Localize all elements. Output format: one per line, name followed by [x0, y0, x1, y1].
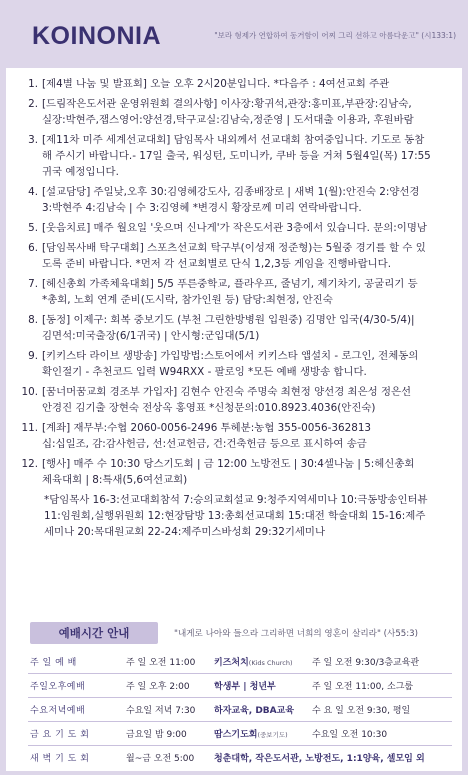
notice-line: 실장:박현주,잽스영어:양선경,탁구교실:김남숙,정준영 | 도서대출 이용과, 후원바람 — [42, 114, 414, 126]
ministry-label: 청춘대학, 작은도서관, 노방전도, 1:1양육, 셀모임 외 — [214, 754, 425, 764]
header — [0, 0, 468, 68]
notice-line: [동정] 이제구: 회복 중보기도 (부천 그린한방병원 입원중) 김명안 입국(4/30-5/4)| — [42, 313, 415, 326]
notice-line: 체육대회 | 8:특새(5,6여선교회) — [42, 474, 188, 486]
notice-item — [14, 276, 454, 308]
notice-line: [행사] 매주 수 10:30 당스기도회 | 금 12:00 노방전도 | 30:4셀나눔 | 5:헤신총회 — [42, 457, 415, 470]
schedule-row — [28, 722, 452, 746]
service-name: 수요저녁예배 — [28, 698, 124, 722]
notice-item — [14, 220, 454, 236]
schedule-row — [28, 674, 452, 698]
notice-list — [14, 76, 454, 544]
ministry-time: 주 일 오전 9:30/3층교육관 — [310, 650, 452, 674]
service-time: 주 일 오전 11:00 — [124, 650, 212, 674]
notice-line: [드림작은도서관 운영위원회 결의사항] 이사장:황귀석,관장:홍미표,부관장:김남숙, — [42, 97, 412, 110]
notice-item — [14, 132, 454, 181]
notice-line: [제11차 미주 세계선교대회] 담임목사 내외께서 선교대회 참여중입니다. 기도로 동참 — [42, 133, 425, 146]
notice-number: 2. — [28, 97, 38, 110]
notice-line: *담임목사 16-3:선교대회참석 7:승의교회설교 9:청주지역세미나 10:극동방송인터뷰 — [44, 493, 428, 506]
notice-number: 7. — [28, 277, 38, 290]
notice-number: 1. — [28, 78, 38, 90]
notice-item — [14, 348, 454, 380]
service-time: 월~금 오전 5:00 — [126, 754, 195, 764]
ministry-name — [212, 746, 452, 770]
notice-item — [14, 456, 454, 488]
notice-number: 12. — [21, 457, 38, 470]
worship-schedule-table — [28, 650, 452, 769]
notice-line: [계좌] 재무부:수협 2060-0056-2496 투헤분:농협 355-0056-362813 — [42, 421, 372, 434]
notice-item — [14, 420, 454, 452]
notice-line: 해 주시기 바랍니다.- 17일 출국, 워싱턴, 도미니카, 쿠바 등을 거쳐 5월4일(목) 17:55 — [42, 150, 431, 162]
notice-line: 세미나 20:목대원교회 22-24:제주미스바성회 29:32기세미나 — [44, 526, 325, 539]
notice-number: 6. — [28, 241, 38, 254]
notice-line: [담임목사배 탁구대회] 스포츠선교회 탁구부(이성재 정준형)는 5월중 경기를 할 수 있 — [42, 241, 426, 254]
notice-number: 9. — [28, 349, 38, 362]
ministry-name — [212, 722, 310, 746]
service-time: 주 일 오후 2:00 — [124, 674, 212, 698]
ministry-time: 수요일 오전 10:30 — [310, 722, 452, 746]
notice-line: [키키스타 라이브 생방송] 가입방법:스토어에서 키키스타 앱설치 - 로그인, 전체동의 — [42, 349, 419, 362]
notice-line: 3:박현주 4:김남숙 | 수 3:김영혜 *변경시 황장로께 미리 연락바랍니다. — [42, 202, 362, 215]
ministry-label: 학생부 | 청년부 — [214, 682, 276, 692]
ministry-name — [212, 650, 310, 674]
notice-line: [설교담당] 주일낮,오후 30:김영혜강도사, 김종배장로 | 새벽 1(월):안진숙 2:양선경 — [42, 186, 420, 198]
service-time: 수요일 저녁 7:30 — [124, 698, 212, 722]
koinonia-logo: KOINONIA — [32, 22, 161, 50]
ministry-label: 키즈처치 — [214, 658, 249, 668]
schedule-row — [28, 698, 452, 722]
schedule-title: 예배시간 안내 — [30, 622, 158, 644]
notice-item — [14, 384, 454, 416]
notice-item — [14, 76, 454, 92]
notice-number: 4. — [28, 186, 38, 198]
service-name: 주일오후예배 — [28, 674, 124, 698]
notice-line: [웃음치료] 매주 월요일 '웃으며 신나게'가 작은도서관 3층에서 있습니다. 문의:이명남 — [42, 222, 427, 234]
notice-number: 10. — [21, 385, 38, 398]
service-time: 금요일 밤 9:00 — [124, 722, 212, 746]
notice-line: 도록 준비 바랍니다. *먼저 각 선교회별로 단식 1,2,3등 게임을 진행바랍니다. — [42, 258, 392, 270]
ministry-note: (중보기도) — [257, 731, 288, 739]
notice-number: 8. — [28, 313, 38, 326]
notice-line: 안경진 김기출 장현숙 전상옥 홍영표 *신청문의:010.8923.4036(안진숙) — [42, 402, 376, 414]
ministry-label: 땀스기도회 — [214, 730, 258, 740]
schedule-row — [28, 746, 452, 770]
notice-line: 십:십일조, 감:감사헌금, 선:선교헌금, 건:건축헌금 등으로 표시하여 송금 — [42, 438, 367, 450]
content-panel — [6, 68, 462, 771]
ministry-name — [212, 698, 310, 722]
notice-number: 5. — [28, 222, 38, 234]
notice-line: [꿈너머꿈교회 경조부 가입자] 김현수 안진숙 주명숙 최현정 양선경 최은성 정은선 — [42, 385, 412, 398]
ministry-label: 하자교육, DBA교육 — [214, 706, 295, 716]
ministry-name — [212, 674, 310, 698]
notice-number: 11. — [21, 421, 38, 434]
notice-item — [14, 492, 454, 541]
notice-line: 귀국 예정입니다. — [42, 166, 119, 179]
notice-item — [14, 184, 454, 216]
service-name: 금 요 기 도 회 — [28, 722, 124, 746]
notice-line: 확인절기 - 추천코드 입력 W94RXX - 팔로잉 *모든 예배 생방송 합니다. — [42, 366, 367, 378]
ministry-time: 주 일 오전 11:00, 소그룹 — [310, 674, 452, 698]
ministry-time: 수 요 일 오전 9:30, 평일 — [310, 698, 452, 722]
notice-line: [헤신총회 가족체육대회] 5/5 푸른중학교, 플라우프, 줄넘기, 제기차기, 공굴리기 등 — [42, 277, 418, 290]
notice-item — [14, 96, 454, 128]
service-name: 새 벽 기 도 회 — [30, 754, 90, 764]
notice-item — [14, 312, 454, 344]
header-verse: "보라 형제가 연합하여 동거함이 어찌 그리 선하고 아름다운고" (시133:1) — [214, 31, 456, 40]
service-name: 주 일 예 배 — [28, 650, 124, 674]
notice-line: 11:임원회,실행위원회 12:현장탐방 13:총회선교대회 15:대전 학술대회 15-16:제주 — [44, 510, 426, 522]
ministry-note: (Kids Church) — [248, 659, 293, 667]
notice-line: 김면석:미국출장(6/1귀국) | 안시형:군입대(5/1) — [42, 330, 260, 342]
notice-line: [제4별 나눔 및 발표회] 오늘 오후 2시20분입니다. *다음주 : 4여선교회 주관 — [42, 78, 390, 90]
notice-number: 3. — [28, 133, 38, 146]
schedule-row — [28, 650, 452, 674]
notice-line: *총회, 노회 연계 준비(도시락, 참가인원 등) 담당:최현정, 안진숙 — [42, 294, 333, 306]
schedule-verse: "내게로 나아와 들으라 그리하면 너희의 영혼이 살리라" (사55:3) — [174, 629, 418, 639]
notice-item — [14, 240, 454, 272]
